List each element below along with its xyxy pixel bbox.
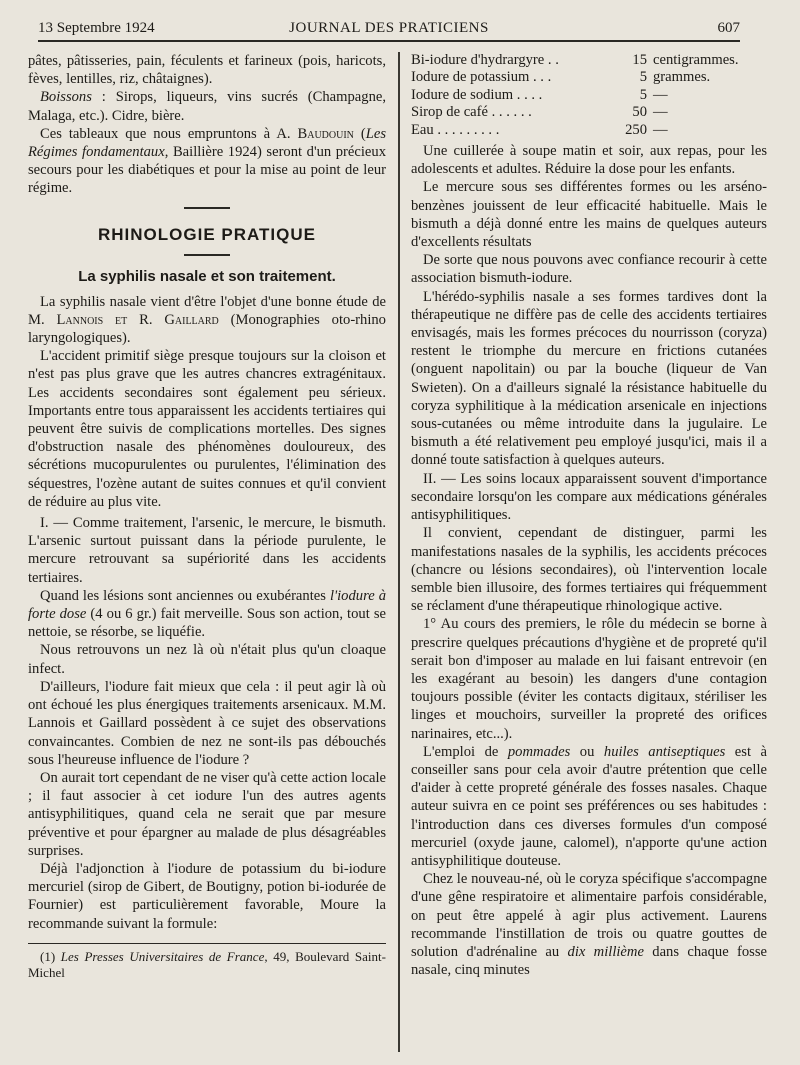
paragraph-text: ou [570,743,604,760]
paragraph: II. — Les soins locaux apparaissent souvent d'importance secondaire lorsqu'on les compare aux médications générales antisyphilitiques. [411,470,767,524]
paragraph: On aurait tort cependant de ne viser qu'à cette action locale ; il faut associer à cet iodure l'un des autres agents antisyphilitiques, quand cela ne serait que par mesure préventive et pour épargner au malade de plus désagréables surprises. [28,769,386,859]
paragraph [28,587,386,642]
paragraph-text: est à conseiller sans pour cela avoir d'autre prétention que celle d'aider à cette propreté générale des fosses nasales. Chaque auteur suivra en ce point ses préférences ou ses habitudes : l'introduction dans ces diverses formules d'un composé mercuriel (oxyde jaune, calomel), n'apporte qu'une action antisyphilitique douteuse. [411,743,767,869]
ingredient-name: Iodure de potassium . . . [411,69,552,86]
paragraph: 1° Au cours des premiers, le rôle du médecin se borne à prescrire quelques précautions d'hygiène et de propreté qu'il serait bon d'imposer au malade en lui faisant entrevoir (en les exagérant au besoin) les dangers d'une contagion toujours possible (éviter les contacts digitaux, stériliser les linges et mouchoirs, surveiller la propreté des orifices narinaires, etc...). [411,616,767,742]
paragraph-text: ( [353,125,366,142]
paragraph-text: dans chaque fosse nasale, cinq minutes [411,943,768,979]
page-number: 607 [717,20,740,36]
ingredient-unit: — [653,104,668,121]
prescription-table [411,52,767,139]
paragraph: D'ailleurs, l'iodure fait mieux que cela : il peut agir là où ont échoué les plus énergiques traitements arsenicaux. M.M. Lannois et Gaillard possèdent à ce sujet des observations convaincantes. Combien de nez ne sont-ils pas débouchés sous l'heureuse influence de l'iodure ? [28,678,386,768]
author-names: Lannois et R. Gaillard [56,311,219,328]
paragraph-text: (4 ou 6 gr.) fait merveille. Sous son action, tout se nettoie, se résorbe, se liquéfie. [28,606,386,641]
prescription-row [411,69,767,86]
ingredient-unit: centigrammes. [653,52,739,68]
paragraph: Il convient, cependant de distinguer, parmi les manifestations nasales de la syphilis, les accidents précoces (chancre ou lésions secondaires), où l'intervention locale semble bien illusoire, des formes tertiaires qui fréquemment se réclament d'une thérapeutique rhinologique active. [411,525,767,615]
ingredient-amount: 250 [625,121,647,138]
paragraph: pâtes, pâtisseries, pain, féculents et farineux (pois, haricots, fèves, lentilles, riz, châtaignes). [28,53,386,88]
ingredient-name: Iodure de sodium . . . . [411,86,543,103]
ingredient-unit: — [653,121,668,138]
separator-rule [184,254,230,256]
author-name: Baudouin [297,125,354,142]
emphasis: dix millième [567,943,644,960]
paragraph: I. — Comme traitement, l'arsenic, le mercure, le bismuth. L'arsenic surtout puissant dans la période purulente, le mercure retrouvant sa supériorité dans les accidents tertiaires. [28,515,386,586]
paragraph [411,743,767,870]
paragraph-text: (Monographies oto-rhino laryngologiques). [28,311,386,347]
section-title: RHINOLOGIE PRATIQUE [98,224,316,244]
emphasis: pommades [507,743,571,760]
paragraph: Le mercure sous ses différentes formes ou les arséno-benzènes jouissent de leur efficacité habituelle. Mais le bismuth a déjà donné entre les mains de quelques auteurs d'excellents résultats [411,179,767,251]
emphasis: l'iodure à forte dose [28,587,387,623]
publisher-name: Les Presses Universitaires de France [60,948,265,964]
ingredient-unit: grammes. [653,69,711,86]
paragraph [28,88,386,124]
paragraph: L'hérédo-syphilis nasale a ses formes tardives dont la thérapeutique ne diffère pas de celle des accidents tertiaires envisagés, mais les formes précoces du nourrisson (coryza) restent le triomphe du mercure en frictions cutanées (onguent napolitain) ou par la bouche (liqueur de Van Swieten). On a d'ailleurs signalé la résistance habituelle du coryza syphilitique à la médication arsenicale en injections sous-cutanées ou même introduite dans la jugulaire. Le bismuth a été relativement peu employé jusqu'ici, mais il a donné toute satisfaction à quelques auteurs. [411,288,767,469]
prescription-row [411,52,767,69]
ingredient-amount: 15 [632,52,647,68]
ingredient-amount: 50 [632,104,647,121]
footnote [28,949,386,981]
ingredient-name: Bi-iodure d'hydrargyre . . [411,52,559,68]
column-divider [398,52,400,1052]
paragraph: L'accident primitif siège presque toujours sur la cloison et n'est pas plus grave que les autres chancres extragénitaux. Les accidents secondaires sont également peu sérieux. Importants entre tous apparaissent les accidents tertiaires qui peuvent être suivis de complications mortelles. Des signes d'obstruction nasale des phénomènes douloureux, des sécrétions mucopurulentes ou purulentes, l'élimination des séquestres, l'ozène autant de suites connues et qu'il convient de réduire au plus vite. [28,348,386,510]
ingredient-unit: — [653,86,668,103]
ingredient-name: Eau . . . . . . . . . [411,121,500,138]
ingredient-amount: 5 [639,69,647,86]
paragraph-text: La syphilis nasale vient d'être l'objet d'une bonne étude de M. [28,293,386,328]
footnote-rule [28,943,386,944]
paragraph [28,293,386,348]
footnote-marker: (1) [40,948,61,964]
right-column [411,52,767,1055]
paragraph-text: Quand les lésions sont anciennes ou exubérantes [40,587,330,604]
journal-title: JOURNAL DES PRATICIENS [289,20,489,36]
page-header [38,18,740,42]
footnote-text: , 49, Boulevard Saint-Michel [28,948,386,980]
prescription-row [411,104,767,121]
book-title: Les Régimes fondamentaux [28,125,386,161]
prescription-row [411,122,767,139]
prescription-row [411,87,767,104]
emphasis: Boissons [40,89,92,106]
paragraph: Déjà l'adjonction à l'iodure de potassium du bi-iodure mercuriel (sirop de Gibert, de Boutigny, potion bi-iodurée de Fournier) est particulièrement favorable, Moure la recommande suivant la formule: [28,860,386,932]
emphasis: huiles antiseptiques [603,743,726,760]
paragraph-text: Ces tableaux que nous empruntons à A. [40,125,298,142]
paragraph-text: L'emploi de [423,743,508,760]
ingredient-name: Sirop de café . . . . . . [411,104,532,121]
paragraph-text: : Sirops, liqueurs, vins sucrés (Champagne, Malaga, etc.). Cidre, bière. [28,89,386,124]
paragraph [28,125,386,198]
paragraph-text: Chez le nouveau-né, où le coryza spécifique s'accompagne d'une gêne respiratoire et alimentaire parfois considérable, on peut être appelé à agir plus activement. Laurens recommande l'instillation de trois ou quatre gouttes de solution d'adrénaline au [411,871,767,960]
paragraph: Nous retrouvons un nez là où n'était plus qu'un cloaque infect. [28,642,386,677]
separator-rule [184,207,230,209]
left-column [28,52,386,1055]
paragraph: Une cuillerée à soupe matin et soir, aux repas, pour les adolescents et adultes. Réduire la dose pour les enfants. [411,143,767,178]
article-title: La syphilis nasale et son traitement. [78,267,336,285]
paragraph-text: , Baillière 1924) seront d'un précieux secours pour les diabétiques et pour la mise au point de leur régime. [28,144,386,197]
paragraph: De sorte que nous pouvons avec confiance recourir à cette association bismuth-iodure. [411,252,767,287]
ingredient-amount: 5 [639,86,647,103]
paragraph [411,870,767,979]
header-date: 13 Septembre 1924 [38,20,155,36]
